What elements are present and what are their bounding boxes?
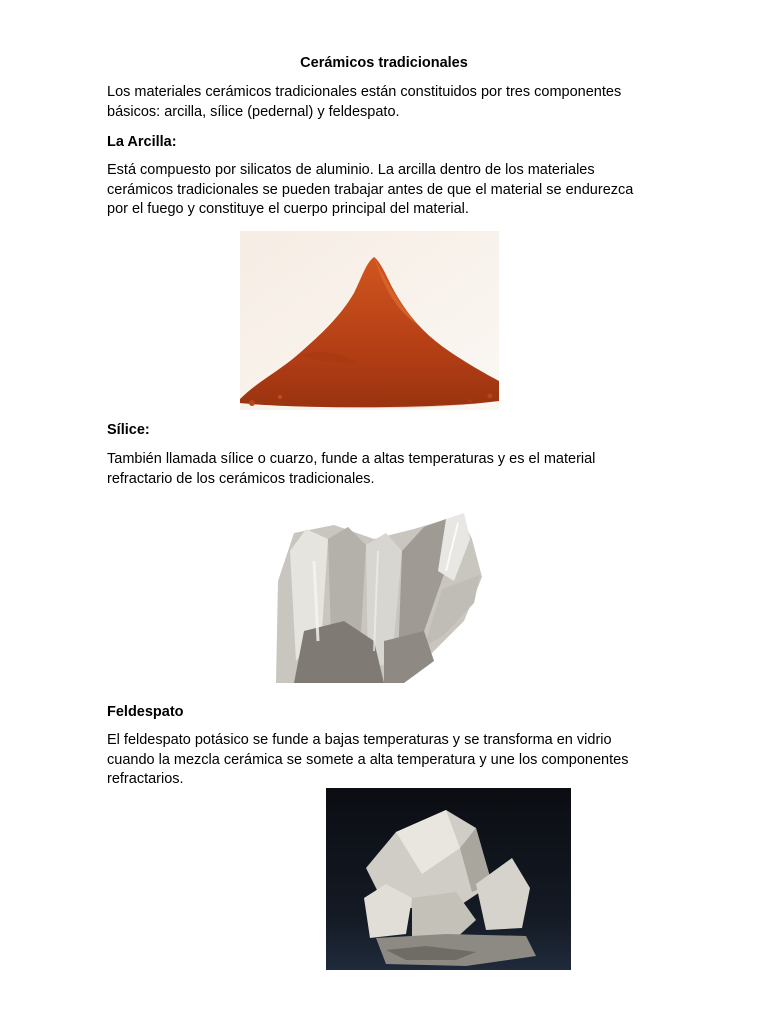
arcilla-line-1: Está compuesto por silicatos de aluminio. La arcilla dentro de los materiales: [107, 162, 595, 178]
feldespato-line-2: cuando la mezcla cerámica se somete a alta temperatura y une los componentes: [107, 751, 629, 768]
heading-arcilla: La Arcilla:: [107, 134, 177, 150]
feldespato-line-3: refractarios.: [107, 771, 184, 787]
heading-feldespato: Feldespato: [107, 704, 184, 720]
silice-line-2: refractario de los cerámicos tradicionales.: [107, 470, 375, 487]
paragraph-arcilla: [107, 161, 667, 220]
document-title: Cerámicos tradicionales: [300, 55, 468, 71]
quartz-crystal-image: [274, 511, 486, 683]
silice-line-1: También llamada sílice o cuarzo, funde a altas temperaturas y es el material: [107, 451, 596, 467]
intro-line-1: Los materiales cerámicos tradicionales están constituidos por tres componentes: [107, 84, 622, 100]
paragraph-silice: [107, 450, 667, 489]
feldspar-mineral-image: [326, 788, 571, 970]
paragraph-feldespato: [107, 731, 667, 790]
intro-paragraph: [107, 83, 667, 122]
intro-line-2: básicos: arcilla, sílice (pedernal) y feldespato.: [107, 103, 400, 120]
heading-silice: Sílice:: [107, 422, 150, 438]
clay-powder-image: [240, 231, 499, 410]
arcilla-line-2: cerámicos tradicionales se pueden trabajar antes de que el material se endurezca: [107, 181, 634, 198]
feldespato-line-1: El feldespato potásico se funde a bajas temperaturas y se transforma en vidrio: [107, 732, 612, 748]
arcilla-line-3: por el fuego y constituye el cuerpo principal del material.: [107, 201, 469, 217]
